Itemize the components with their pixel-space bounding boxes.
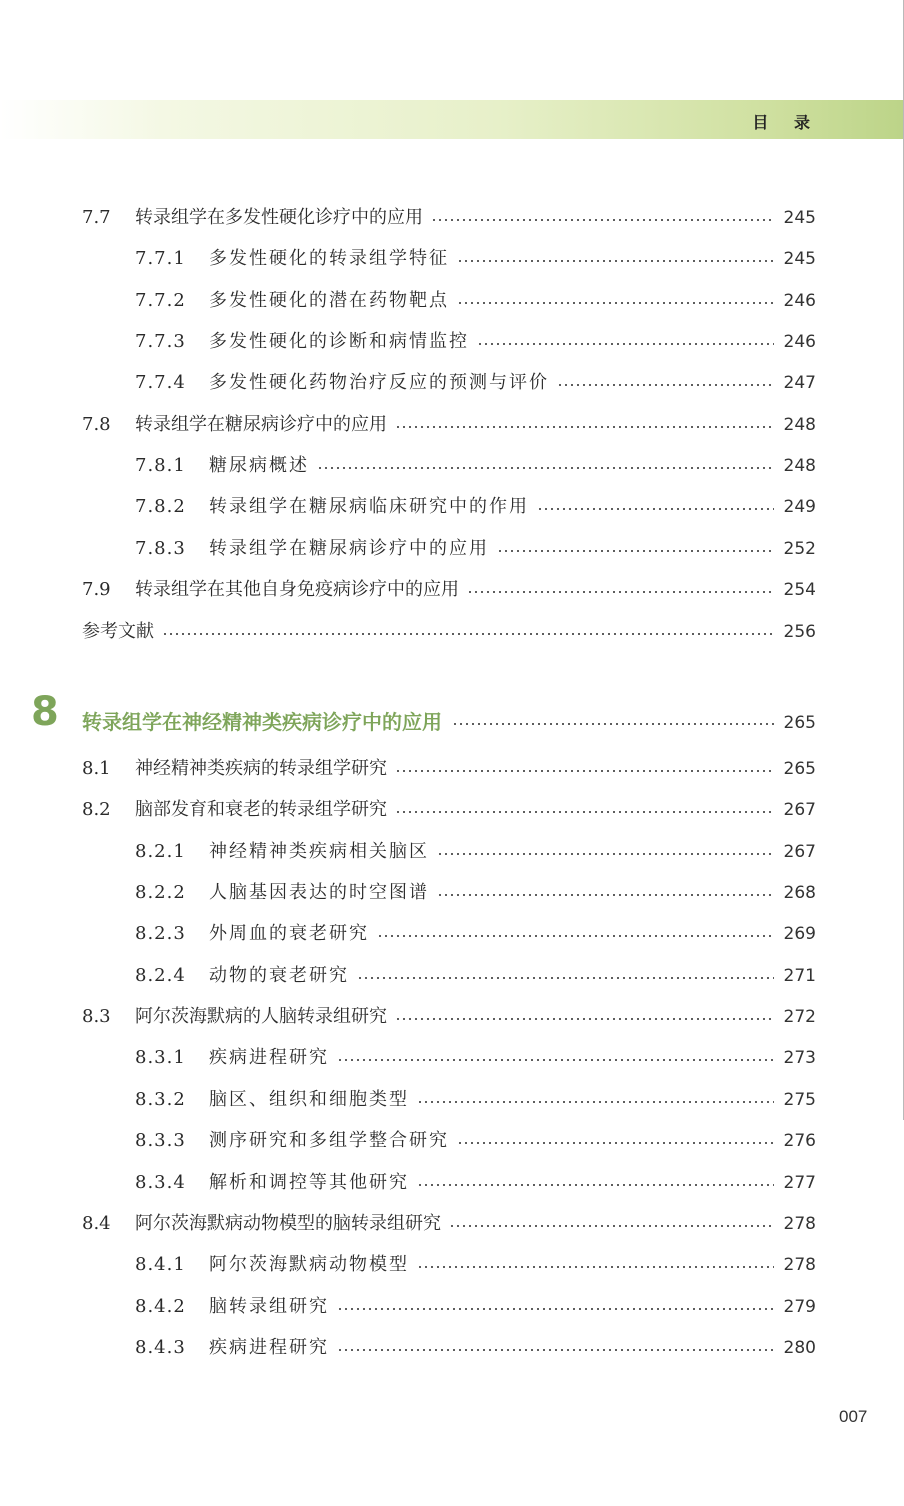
toc-entry-page: 267 — [783, 841, 816, 862]
leader-dots — [317, 467, 774, 469]
leader-dots — [457, 260, 774, 262]
toc-entry-number: 7.7.3 — [135, 331, 186, 353]
toc-entry-page: 272 — [783, 1007, 816, 1028]
toc-entry-page: 268 — [783, 883, 816, 904]
toc-entry-page: 279 — [783, 1296, 816, 1317]
toc-entry-title: 糖尿病概述 — [209, 455, 309, 477]
chapter-page-number: 265 — [783, 713, 816, 733]
toc-entry-page: 248 — [783, 456, 816, 477]
toc-entry[interactable] — [0, 413, 904, 437]
toc-entry-number: 7.8.3 — [135, 537, 186, 559]
toc-entry-page: 278 — [783, 1213, 816, 1234]
toc-entry-number: 8.4.3 — [135, 1336, 186, 1358]
leader-dots — [337, 1059, 774, 1061]
toc-entry[interactable] — [0, 1295, 904, 1319]
toc-entry-number: 8.3.2 — [135, 1088, 186, 1110]
toc-entry-number: 8.2.3 — [135, 923, 186, 945]
toc-entry-page: 256 — [783, 621, 816, 642]
toc-entry-page: 247 — [783, 373, 816, 394]
leader-dots — [452, 723, 774, 725]
toc-entry-number: 8.3.1 — [135, 1047, 186, 1069]
toc-entry[interactable] — [0, 1005, 904, 1029]
chapter-title: 转录组学在神经精神类疾病诊疗中的应用 — [82, 710, 442, 734]
leader-dots — [437, 894, 774, 896]
leader-dots — [467, 591, 774, 593]
toc-entry[interactable] — [0, 330, 904, 354]
toc-entry-title: 脑转录组研究 — [209, 1295, 329, 1317]
toc-entry-page: 271 — [783, 965, 816, 986]
toc-entry-title: 神经精神类疾病的转录组学研究 — [135, 758, 387, 779]
toc-entry-number: 8.2 — [82, 799, 111, 821]
toc-entry-page: 245 — [783, 249, 816, 270]
toc-entry[interactable] — [0, 1171, 904, 1195]
toc-entry-title: 疾病进程研究 — [209, 1047, 329, 1069]
toc-entry-page: 246 — [783, 290, 816, 311]
toc-entry-title: 神经精神类疾病相关脑区 — [209, 840, 429, 862]
leader-dots — [395, 770, 774, 772]
leader-dots — [417, 1101, 774, 1103]
toc-entry[interactable] — [0, 289, 904, 313]
toc-entry-title: 多发性硬化的潜在药物靶点 — [209, 289, 449, 311]
leader-dots — [449, 1225, 774, 1227]
toc-entry-title: 阿尔茨海默病动物模型 — [209, 1254, 409, 1276]
toc-entry-page: 277 — [783, 1172, 816, 1193]
leader-dots — [162, 633, 774, 635]
toc-entry[interactable] — [0, 1046, 904, 1070]
toc-entry[interactable] — [0, 757, 904, 781]
toc-entry-title: 多发性硬化的转录组学特征 — [209, 248, 449, 270]
toc-entry-number: 7.8.1 — [135, 455, 186, 477]
chapter-number: 8 — [31, 689, 59, 735]
header-title: 目 录 — [752, 113, 820, 132]
toc-entry-title: 多发性硬化药物治疗反应的预测与评价 — [209, 372, 549, 394]
toc-entry-page: 249 — [783, 497, 816, 518]
toc-entry-title: 疾病进程研究 — [209, 1336, 329, 1358]
toc-entry-title: 解析和调控等其他研究 — [209, 1171, 409, 1193]
toc-entry[interactable] — [0, 454, 904, 478]
leader-dots — [457, 1142, 774, 1144]
toc-entry-page: 275 — [783, 1089, 816, 1110]
toc-entry[interactable] — [0, 371, 904, 395]
toc-entry-page: 276 — [783, 1131, 816, 1152]
leader-dots — [437, 853, 774, 855]
toc-entry-title: 脑部发育和衰老的转录组学研究 — [135, 799, 387, 821]
toc-entry[interactable] — [0, 206, 904, 230]
toc-entry-page: 246 — [783, 332, 816, 353]
leader-dots — [537, 508, 774, 510]
toc-entry[interactable] — [0, 537, 904, 561]
toc-entry-page: 248 — [783, 414, 816, 435]
toc-entry-number: 7.7.1 — [135, 248, 186, 270]
toc-entry-page: 252 — [783, 538, 816, 559]
leader-dots — [395, 1018, 774, 1020]
toc-entry-page: 245 — [783, 208, 816, 228]
toc-entry-number: 7.7.2 — [135, 289, 186, 311]
toc-entry-number: 8.2.4 — [135, 964, 186, 986]
leader-dots — [431, 219, 774, 221]
toc-entry-number: 8.4 — [82, 1212, 111, 1234]
leader-dots — [377, 935, 774, 937]
toc-entry-title: 转录组学在多发性硬化诊疗中的应用 — [135, 207, 423, 228]
toc-entry-page: 267 — [783, 800, 816, 821]
toc-entry-title: 测序研究和多组学整合研究 — [209, 1130, 449, 1152]
leader-dots — [497, 550, 774, 552]
toc-entry-number: 8.3 — [82, 1006, 111, 1028]
page-number: 007 — [839, 1407, 868, 1426]
toc-entry-title: 转录组学在糖尿病诊疗中的应用 — [135, 413, 387, 435]
toc-entry[interactable] — [0, 578, 904, 602]
toc-entry-number: 8.4.1 — [135, 1254, 186, 1276]
leader-dots — [395, 426, 774, 428]
toc-entry-number: 7.7.4 — [135, 372, 186, 394]
toc-entry-title: 动物的衰老研究 — [209, 964, 349, 986]
toc-entry-page: 273 — [783, 1048, 816, 1069]
leader-dots — [457, 302, 774, 304]
toc-entry-page: 254 — [783, 580, 816, 601]
toc-entry-number: 7.8.2 — [135, 496, 186, 518]
toc-entry-title: 阿尔茨海默病动物模型的脑转录组研究 — [135, 1212, 441, 1234]
toc-entry[interactable] — [0, 495, 904, 519]
toc-entry[interactable] — [0, 1088, 904, 1112]
leader-dots — [477, 343, 774, 345]
toc-entry[interactable] — [0, 964, 904, 988]
toc-entry-title: 转录组学在糖尿病临床研究中的作用 — [209, 496, 529, 518]
toc-entry[interactable] — [0, 1253, 904, 1277]
leader-dots — [337, 1308, 774, 1310]
toc-entry-page: 278 — [783, 1255, 816, 1276]
toc-entry-title: 阿尔茨海默病的人脑转录组研究 — [135, 1006, 387, 1028]
leader-dots — [417, 1266, 774, 1268]
toc-entry-number: 7.9 — [82, 579, 111, 601]
toc-entry-page: 269 — [783, 924, 816, 945]
toc-entry[interactable] — [0, 1336, 904, 1360]
toc-entry[interactable] — [0, 881, 904, 905]
toc-entry-title: 人脑基因表达的时空图谱 — [209, 882, 429, 904]
toc-entry-number: 8.4.2 — [135, 1295, 186, 1317]
leader-dots — [357, 977, 774, 979]
toc-entry-page: 280 — [783, 1337, 816, 1358]
toc-entry-title: 转录组学在其他自身免疫病诊疗中的应用 — [135, 579, 459, 601]
toc-entry-number: 8.3.4 — [135, 1171, 186, 1193]
toc-entry[interactable] — [0, 798, 904, 822]
chapter-heading[interactable] — [0, 690, 904, 736]
toc-entry-number: 7.7 — [82, 207, 111, 228]
toc-entry-title: 转录组学在糖尿病诊疗中的应用 — [209, 537, 489, 559]
toc-entry-number: 8.2.2 — [135, 882, 186, 904]
toc-entry-number: 8.3.3 — [135, 1130, 186, 1152]
leader-dots — [417, 1184, 774, 1186]
leader-dots — [337, 1349, 774, 1351]
toc-entry-title: 脑区、组织和细胞类型 — [209, 1088, 409, 1110]
toc-entry[interactable] — [0, 1212, 904, 1236]
toc-entry[interactable] — [0, 247, 904, 271]
toc-entry-page: 265 — [783, 759, 816, 779]
toc-entry[interactable] — [0, 620, 904, 644]
toc-entry-title: 参考文献 — [82, 620, 154, 642]
leader-dots — [395, 811, 774, 813]
toc-entry-number: 8.1 — [82, 758, 111, 779]
toc-entry[interactable] — [0, 1129, 904, 1153]
toc-entry-number: 7.8 — [82, 413, 111, 435]
toc-entry-title: 多发性硬化的诊断和病情监控 — [209, 331, 469, 353]
leader-dots — [557, 384, 774, 386]
toc-entry[interactable] — [0, 922, 904, 946]
toc-entry-title: 外周血的衰老研究 — [209, 923, 369, 945]
toc-entry[interactable] — [0, 840, 904, 864]
toc-entry-number: 8.2.1 — [135, 840, 186, 862]
